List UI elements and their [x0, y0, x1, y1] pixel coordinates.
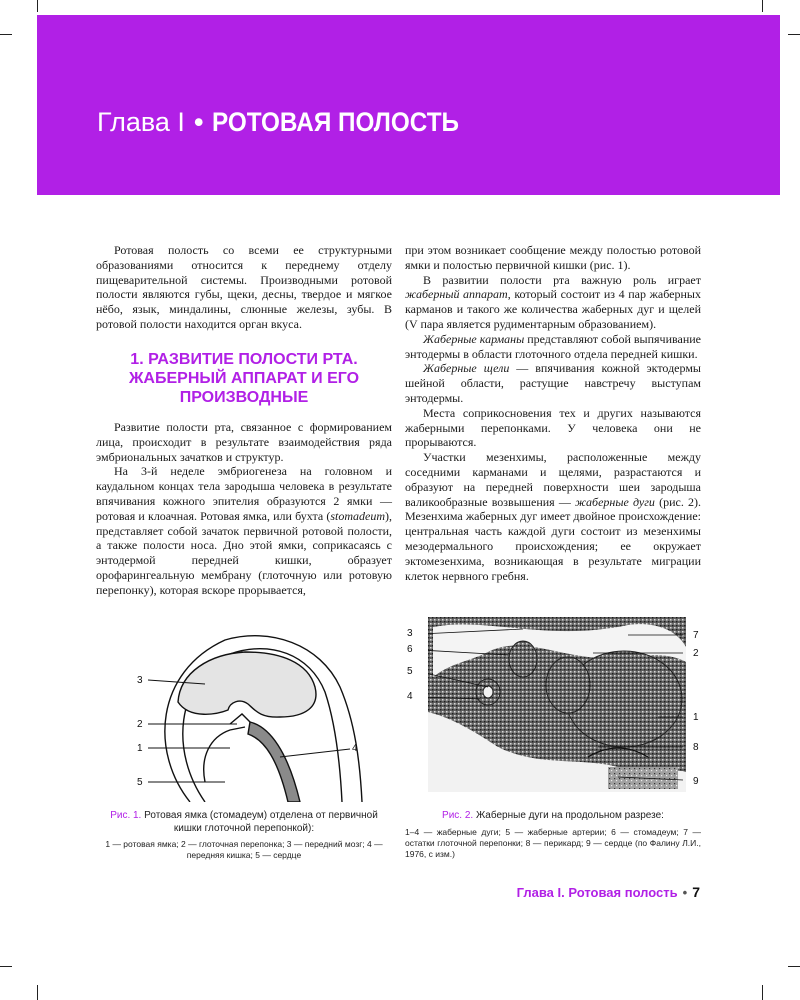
- text-run: ), представляет собой зачаток первичной ротовой полости, а также полости носа. Дно этой ямки, соприкасаясь с энтодермой передней кишки, образует орофарингеальную мембрану (глоточную или ротовую перепонку), которая вскоре прорывается,: [96, 508, 392, 597]
- running-title: Глава I. Ротовая полость: [516, 885, 678, 900]
- paragraph: [96, 464, 392, 597]
- fig2-label: 7: [693, 630, 699, 641]
- text-run: Участки мезенхимы, расположенные между соседними карманами и щелями, разрастаются и образуют на передней поверхности шеи зародыша валикообразные возвышения —: [405, 450, 701, 509]
- text-run: — впячивания кожной эктодермы шейной области, растущие навстречу выступам энтодермы.: [405, 361, 701, 405]
- crop-mark: [37, 0, 38, 12]
- fig2-label: 2: [693, 648, 699, 659]
- caption-title: [96, 810, 392, 835]
- paragraph: при этом возникает сообщение между полостью ротовой ямки и полостью первичной кишки (рис. 1).: [405, 243, 701, 272]
- branchial-arch-3: [509, 641, 537, 677]
- crop-mark: [762, 985, 763, 1000]
- fig2-label: 1: [693, 712, 699, 723]
- left-column-body: [96, 420, 392, 598]
- page-number: 7: [692, 884, 700, 900]
- chapter-title: [97, 107, 487, 138]
- fig1-label: 2: [137, 719, 143, 730]
- title-bullet: •: [193, 107, 204, 137]
- fig2-label: 6: [407, 644, 413, 655]
- figure-2-micrograph: [428, 617, 686, 792]
- paragraph: Места соприкосновения тех и других называются жаберными перепонками. У человека они не прорываются.: [405, 405, 701, 450]
- caption-title: [405, 810, 701, 823]
- footer-bullet: •: [682, 885, 688, 900]
- section-heading-line: 1. РАЗВИТИЕ ПОЛОСТИ РТА.: [130, 351, 358, 368]
- page-footer: [517, 884, 700, 900]
- right-column: [405, 243, 701, 583]
- caption-number: Рис. 2.: [442, 810, 474, 821]
- fig1-label: 5: [137, 777, 143, 788]
- stomodeum-contour: [204, 727, 245, 782]
- text-run: На 3-й неделе эмбриогенеза на головном и каудальном концах тела зародыша человека в результате впячивания кожного эпителия образуются 2 ямки — ротовая и клоачная. Ротовая ямка, или бухта (: [96, 464, 392, 523]
- figure-2-caption: [405, 810, 701, 860]
- paragraph: [405, 332, 701, 362]
- chapter-name: РОТОВАЯ ПОЛОСТЬ: [212, 107, 460, 137]
- paragraph: Развитие полости рта, связанное с формированием лица, происходит в результате взаимодействия ряда эмбриональных зачатков и структур.: [96, 420, 392, 464]
- crop-mark: [0, 966, 12, 967]
- branchial-artery: [483, 686, 493, 698]
- crop-mark: [762, 0, 763, 12]
- fig1-label: 1: [137, 743, 143, 754]
- caption-number: Рис. 1.: [110, 810, 142, 821]
- italic-term: жаберный аппарат: [405, 287, 508, 302]
- fig1-label: 3: [137, 675, 143, 686]
- paragraph: [405, 273, 701, 332]
- paragraph: Ротовая полость со всеми ее структурными образованиями относится к переднему отделу пищеварительной системы. Производными ротовой полости являются губы, щеки, десны, твердое и мягкое нёбо, язык, миндалины, слюнные железы, зубы. В ротовой полости находится орган вкуса.: [96, 243, 392, 331]
- text-run: , который состоит из 4 пар жаберных карманов и такого же количества жаберных дуг и щелей (V пара является рудиментарным образованием).: [405, 287, 701, 331]
- caption-text: Жаберные дуги на продольном разрезе:: [473, 810, 664, 821]
- section-heading-line: ЖАБЕРНЫЙ АППАРАТ И ЕГО: [128, 370, 360, 387]
- forebrain-outline: [178, 652, 316, 717]
- crop-mark: [788, 34, 800, 35]
- chapter-number: Глава I: [97, 107, 185, 137]
- caption-legend: 1 — ротовая ямка; 2 — глоточная перепонка; 3 — передний мозг; 4 — передняя кишка; 5 — сердце: [105, 839, 383, 860]
- fig2-label: 5: [407, 666, 413, 677]
- italic-term: жаберные дуги: [575, 494, 655, 509]
- fig2-label: 9: [693, 776, 699, 787]
- chapter-header: [37, 15, 780, 195]
- figure-1-drawing: [130, 632, 365, 802]
- paragraph: [405, 450, 701, 583]
- italic-term: Жаберные щели: [423, 361, 510, 376]
- section-heading: [96, 350, 392, 407]
- leader-line-4: [280, 749, 350, 757]
- branchial-arch-2: [546, 657, 590, 713]
- figure-1-caption: [96, 810, 392, 861]
- crop-mark: [788, 966, 800, 967]
- fig2-label: 3: [407, 628, 413, 639]
- paragraph: [405, 361, 701, 405]
- text-run: (рис. 2). Мезенхима жаберных дуг имеет двойное происхождение: центральная часть каждой дуги состоит из мезенхимы мезодермального происхождения; ее окружает эктомезенхима, возникающая в результате миграции клеток нервного гребня.: [405, 494, 701, 583]
- foregut-outline: [248, 722, 300, 802]
- crop-mark: [0, 34, 12, 35]
- left-column-intro: [96, 243, 392, 332]
- caption-legend: 1–4 — жаберные дуги; 5 — жаберные артерии; 6 — стомадеум; 7 — остатки глоточной перепонки; 8 — перикард; 9 — сердце (по Фалину Л.И., 1976, с изм.): [405, 826, 701, 859]
- fig2-label: 8: [693, 742, 699, 753]
- caption-text: Ротовая ямка (стомадеум) отделена от первичной кишки глоточной перепонкой):: [141, 810, 378, 834]
- text-run: В развитии полости рта важную роль играет: [423, 272, 701, 287]
- italic-term: stomadeum: [330, 508, 385, 523]
- text-run: представляют собой выпячивание энтодермы в области глоточного отдела передней кишки.: [405, 331, 702, 361]
- fig1-label: 4: [352, 743, 358, 754]
- crop-mark: [37, 985, 38, 1000]
- fig2-label: 4: [407, 691, 413, 702]
- italic-term: Жаберные карманы: [423, 331, 525, 346]
- section-heading-line: ПРОИЗВОДНЫЕ: [179, 389, 309, 406]
